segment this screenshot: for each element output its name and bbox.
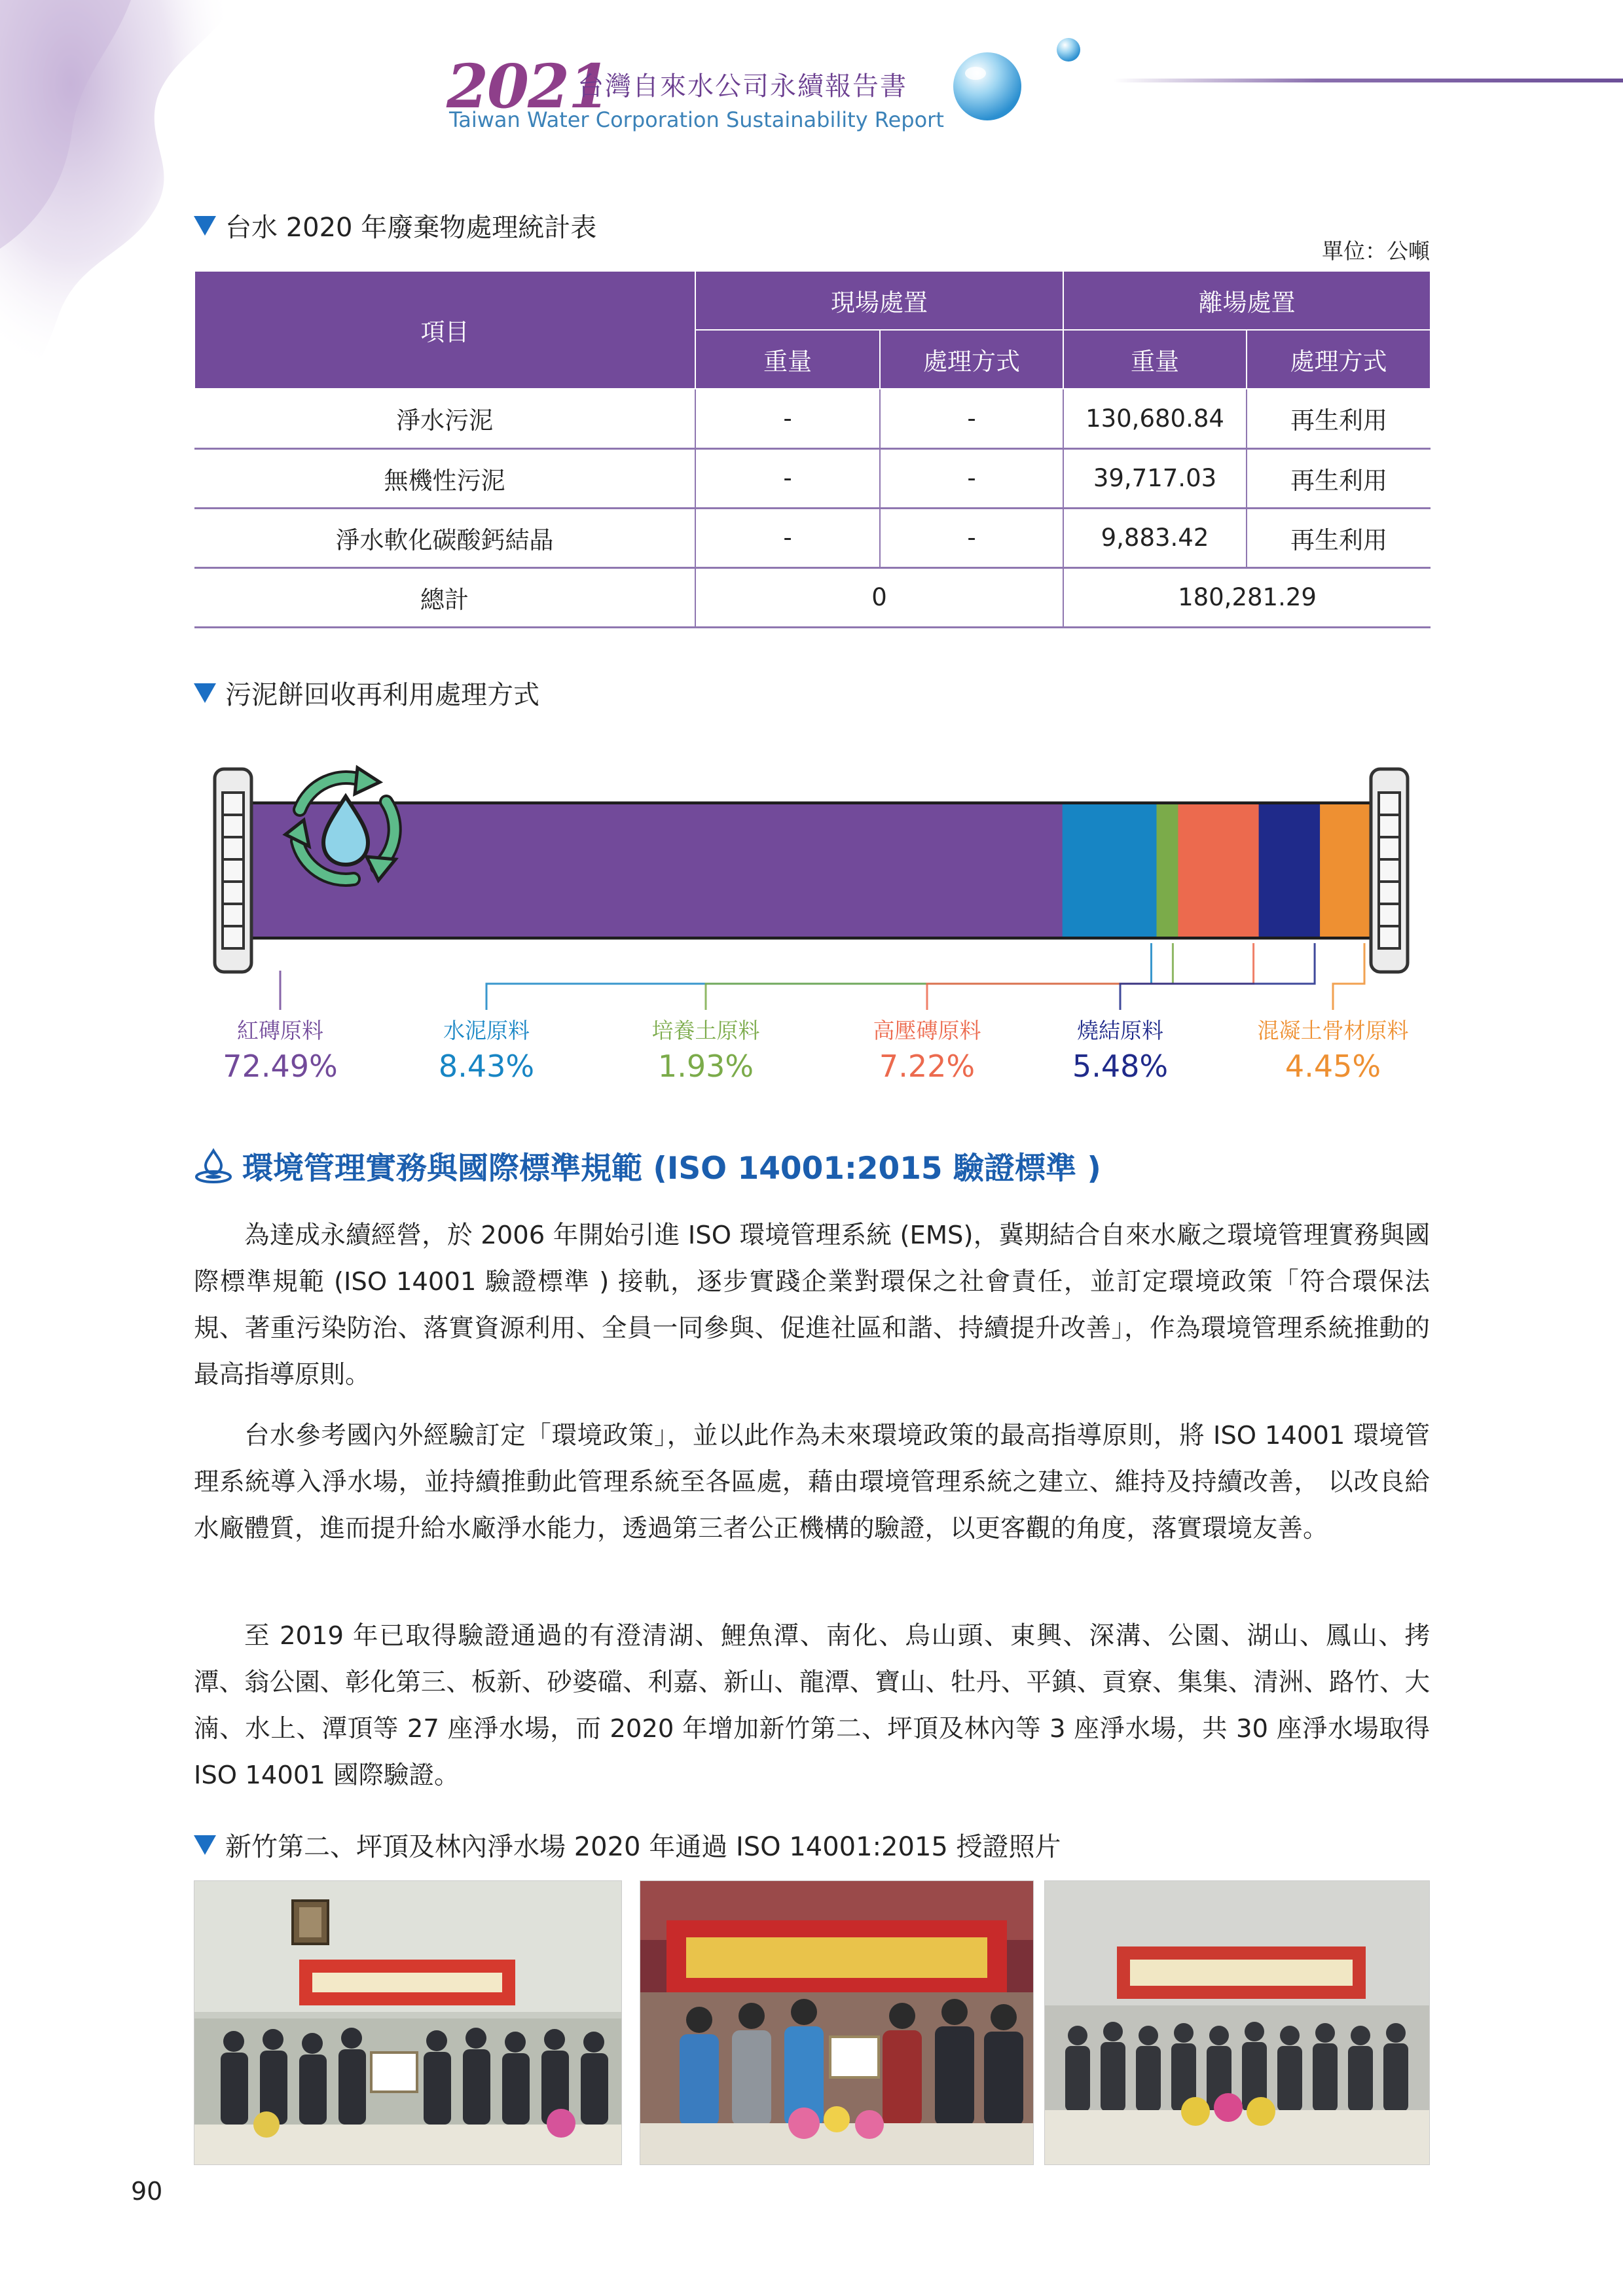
cell-item: 無機性污泥 [194,448,695,508]
bar-segment-2 [1063,804,1157,937]
header-offsite: 離場處置 [1063,271,1431,330]
report-title-zh: 台灣自來水公司永續報告書 [577,71,907,101]
cell-onsite-method: - [880,389,1063,448]
category-label-3: 培養土原料 [651,1018,760,1043]
paragraph: 為達成永續經營，於 2006 年開始引進 ISO 環境管理系統 (EMS)，冀期結合自來水廠之環境管理實務與國際標準規範 (ISO 14001 驗證標準 ) 接軌，逐步實踐企業對環保之社會責任，並訂定環境政策「符合環保法規、著重污染防治、落實資源利用、全員一同參與、促進社區和諧、持續提升改善」，作為環境管理系統推動的最高指導原則。 [194,1221,1430,1390]
value-label-5: 5.48% [1072,1049,1169,1084]
cell-onsite-method: - [880,508,1063,567]
triangle-bullet-icon [194,683,216,703]
header-item: 項目 [194,271,695,389]
pipe-cap-left [215,769,251,972]
sludge-reuse-chart [196,756,1427,1122]
table-row [194,508,1431,567]
header-rule [1113,79,1623,82]
header-onsite-method: 處理方式 [880,330,1063,389]
table-caption-text: 台水 2020 年廢棄物處理統計表 [225,213,597,243]
leader-line-6 [1333,943,1364,1010]
bar-segment-3 [1156,804,1178,937]
leader-line-2 [486,943,1151,1010]
table-row [194,389,1431,448]
table-unit: 單位：公噸 [1322,238,1430,264]
header-offsite-weight: 重量 [1063,330,1247,389]
leader-line-4 [927,943,1254,1010]
value-label-3: 1.93% [657,1049,754,1084]
iso-section-heading [194,1144,1101,1188]
value-label-2: 8.43% [438,1049,535,1084]
cell-item: 淨水污泥 [194,389,695,448]
triangle-bullet-icon [194,216,216,236]
iso-section-heading-text: 環境管理實務與國際標準規範 (ISO 14001:2015 驗證標準 ) [242,1151,1101,1187]
header-onsite: 現場處置 [695,271,1063,330]
cell-offsite-weight: 39,717.03 [1063,448,1247,508]
cell-offsite-method: 再生利用 [1247,448,1431,508]
header-onsite-weight: 重量 [695,330,880,389]
water-ripple-icon [194,1148,233,1185]
total-onsite: 0 [695,567,1063,627]
category-label-2: 水泥原料 [443,1018,530,1043]
value-label-4: 7.22% [879,1049,976,1084]
water-drop-icon [943,26,1100,131]
total-label: 總計 [194,567,695,627]
certification-photo-3 [1044,1880,1430,2165]
cell-onsite-weight: - [695,508,880,567]
value-label-6: 4.45% [1285,1049,1381,1084]
value-label-1: 72.49% [223,1049,338,1084]
triangle-bullet-icon [194,1835,216,1855]
cell-offsite-method: 再生利用 [1247,389,1431,448]
waste-table [194,270,1431,628]
bar-segment-4 [1178,804,1259,937]
cell-onsite-method: - [880,448,1063,508]
leader-line-3 [706,943,1173,1010]
total-offsite: 180,281.29 [1063,567,1431,627]
cell-offsite-method: 再生利用 [1247,508,1431,567]
bar-segment-6 [1320,804,1370,937]
page-number: 90 [131,2177,163,2206]
leader-line-5 [1120,943,1315,1010]
cell-offsite-weight: 130,680.84 [1063,389,1247,448]
cell-item: 淨水軟化碳酸鈣結晶 [194,508,695,567]
report-title-en: Taiwan Water Corporation Sustainability Report [449,107,944,132]
chart-caption [194,674,539,711]
sludge-reuse-chart-svg [196,756,1427,1122]
table-caption [194,207,596,244]
category-label-5: 燒結原料 [1077,1018,1163,1043]
certification-photo-1 [194,1880,622,2165]
header-offsite-method: 處理方式 [1247,330,1431,389]
cell-onsite-weight: - [695,448,880,508]
category-label-1: 紅磚原料 [237,1018,323,1043]
category-label-4: 高壓磚原料 [873,1018,981,1043]
photo-caption [194,1826,1061,1863]
photo-caption-text: 新竹第二、坪頂及林內淨水場 2020 年通過 ISO 14001:2015 授證照片 [225,1832,1061,1862]
cell-offsite-weight: 9,883.42 [1063,508,1247,567]
table-total-row [194,567,1431,627]
bar-segment-5 [1259,804,1321,937]
category-label-6: 混凝土骨材原料 [1257,1018,1409,1043]
pipe-cap-right [1371,769,1408,972]
paragraph: 至 2019 年已取得驗證通過的有澄清湖、鯉魚潭、南化、烏山頭、東興、深溝、公園、湖山、鳳山、拷潭、翁公園、彰化第三、板新、砂婆礑、利嘉、新山、龍潭、寶山、牡丹、平鎮、貢寮、集集、清洲、路竹、大湳、水上、潭頂等 27 座淨水場，而 2020 年增加新竹第二、坪頂及林內等 3 座淨水場，共 30 座淨水場取得 ISO 14001 國際驗證。 [194,1621,1430,1790]
paragraph: 台水參考國內外經驗訂定「環境政策」，並以此作為未來環境政策的最高指導原則，將 ISO 14001 環境管理系統導入淨水場，並持續推動此管理系統至各區處，藉由環境管理系統之建立、維持及持續改善， 以改良給水廠體質，進而提升給水廠淨水能力，透過第三者公正機構的驗證，以更客觀的角度，落實環境友善。 [194,1421,1430,1543]
cell-onsite-weight: - [695,389,880,448]
report-year: 2021 [447,51,610,122]
chart-caption-text: 污泥餅回收再利用處理方式 [225,680,539,710]
table-row [194,448,1431,508]
certification-photo-2 [640,1880,1034,2165]
